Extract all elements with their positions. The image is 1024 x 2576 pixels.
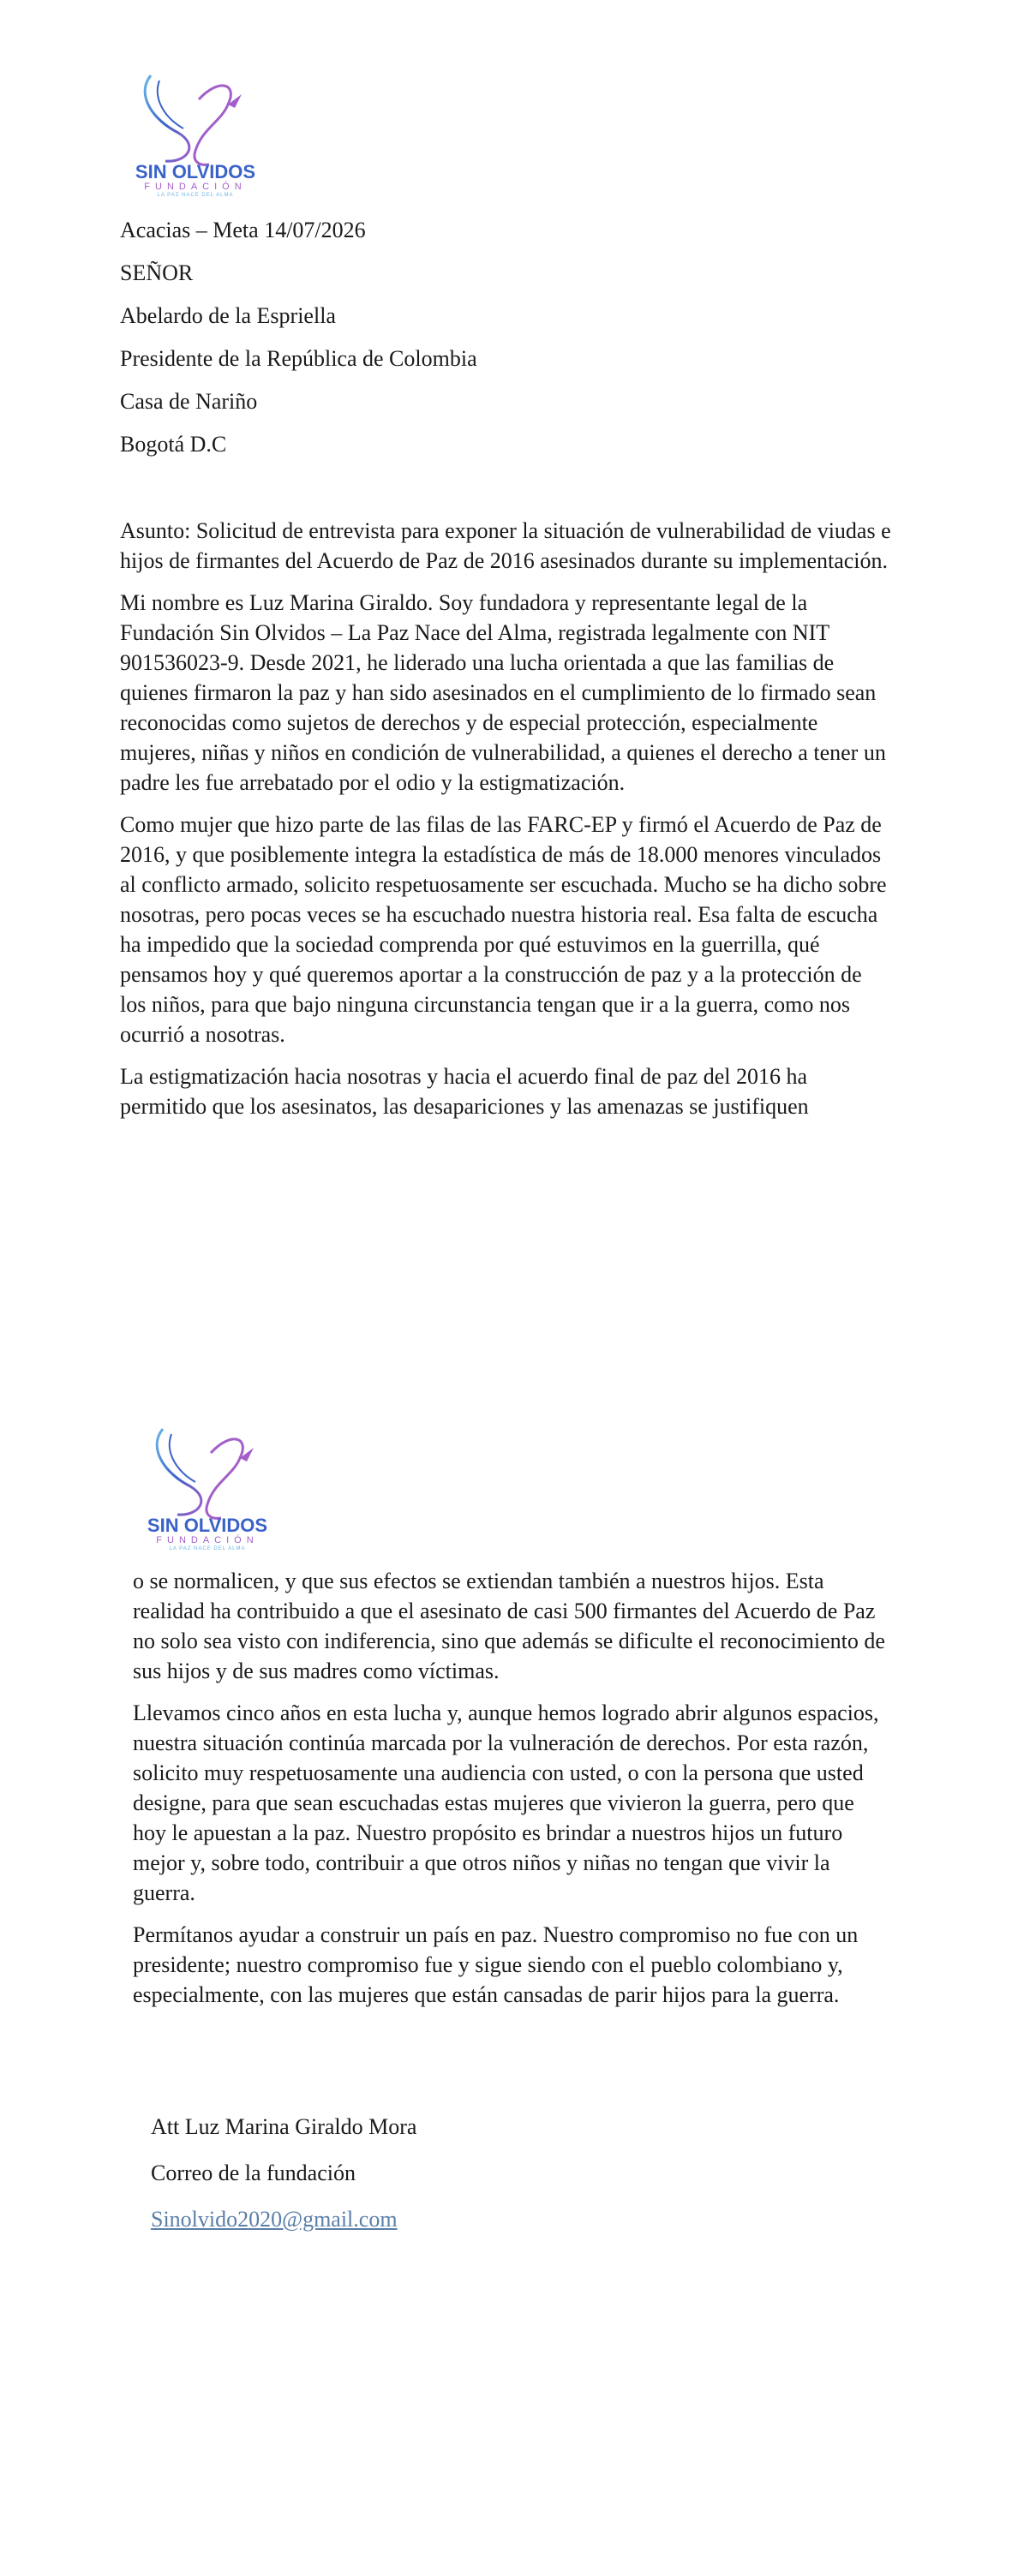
logo-tagline: LA PAZ NACE DEL ALMA bbox=[169, 1546, 246, 1551]
letter-body-page-2 bbox=[133, 1566, 887, 2022]
signature-block bbox=[151, 2104, 416, 2243]
letter-header bbox=[120, 209, 891, 466]
recipient-title: Presidente de la República de Colombia bbox=[120, 346, 477, 371]
logo-tagline: LA PAZ NACE DEL ALMA bbox=[157, 193, 234, 197]
body-paragraph: Como mujer que hizo parte de las filas de las FARC-EP y firmó el Acuerdo de Paz de 2016, y que posiblemente integra la estadística de más de 18.000 menores vinculados al conflicto armado, solicito respetuosamente ser escuchada. Mucho se ha dicho sobre nosotras, pero pocas veces se ha escuchado nuestra historia real. Esa falta de escucha ha impedido que la sociedad comprenda por qué estuvimos en la guerrilla, qué pensamos hoy y qué queremos aportar a la construcción de paz y a la protección de los niños, para que bajo ninguna circunstancia tengan que ir a la guerra, como nos ocurrió a nosotras. bbox=[120, 812, 887, 1047]
body-paragraph: o se normalicen, y que sus efectos se extiendan también a nuestros hijos. Esta realidad ha contribuido a que el asesinato de casi 500 firmantes del Acuerdo de Paz no solo sea visto con indiferencia, sino que además se dificulte el reconocimiento de sus hijos y de sus madres como víctimas. bbox=[133, 1569, 885, 1683]
dove-icon bbox=[145, 75, 189, 161]
body-paragraph: Llevamos cinco años en esta lucha y, aunque hemos logrado abrir algunos espacios, nuestra situación continúa marcada por la vulneración de derechos. Por esta razón, solicito muy respetuosamente una audiencia con usted, o con la persona que usted designe, para que sean escuchadas estas mujeres que vivieron la guerra, pero que hoy le apuestan a la paz. Nuestro propósito es brindar a nuestros hijos un futuro mejor y, sobre todo, contribuir a que otros niños y niñas no tengan que vivir la guerra. bbox=[133, 1700, 879, 1905]
recipient-office: Casa de Nariño bbox=[120, 389, 258, 414]
dove-icon bbox=[157, 1429, 201, 1515]
subject-paragraph: Asunto: Solicitud de entrevista para exponer la situación de vulnerabilidad de viudas e hijos de firmantes del Acuerdo de Paz de 2016 asesinados durante su implementación. bbox=[120, 518, 891, 573]
foundation-logo bbox=[127, 69, 264, 197]
body-paragraph: La estigmatización hacia nosotras y hacia el acuerdo final de paz del 2016 ha permitido que los asesinatos, las desapariciones y las amenazas se justifiquen bbox=[120, 1064, 809, 1119]
logo-name: SIN OLVIDOS bbox=[147, 1515, 268, 1536]
letter-body-page-1 bbox=[120, 516, 891, 1133]
recipient-name: Abelardo de la Espriella bbox=[120, 303, 336, 328]
email-label: Correo de la fundación bbox=[151, 2161, 356, 2185]
body-paragraph: Permítanos ayudar a construir un país en paz. Nuestro compromiso no fue con un presidente; nuestro compromiso fue y sigue siendo con el pueblo colombiano y, especialmente, con las mujeres que están cansadas de parir hijos para la guerra. bbox=[133, 1922, 859, 2007]
foundation-logo bbox=[139, 1422, 276, 1551]
recipient-city: Bogotá D.C bbox=[120, 432, 227, 457]
body-paragraph: Mi nombre es Luz Marina Giraldo. Soy fundadora y representante legal de la Fundación Sin Olvidos – La Paz Nace del Alma, registrada legalmente con NIT 901536023-9. Desde 2021, he liderado una lucha orientada a que las familias de quienes firmaron la paz y han sido asesinados en el cumplimiento de lo firmado sean reconocidas como sujetos de derechos y de especial protección, especialmente mujeres, niñas y niños en condición de vulnerabilidad, a quienes el derecho a tener un padre les fue arrebatado por el odio y la estigmatización. bbox=[120, 590, 886, 795]
letter-page-2 bbox=[0, 1354, 1024, 2576]
logo-subtitle: FUNDACIÓN bbox=[144, 182, 247, 192]
email-address[interactable]: Sinolvido2020@gmail.com bbox=[151, 2207, 398, 2232]
email-link[interactable] bbox=[151, 2196, 416, 2243]
signed-by: Att Luz Marina Giraldo Mora bbox=[151, 2114, 417, 2139]
logo-name: SIN OLVIDOS bbox=[135, 161, 256, 182]
logo-subtitle: FUNDACIÓN bbox=[156, 1535, 259, 1545]
salutation: SEÑOR bbox=[120, 260, 194, 285]
place-date: Acacias – Meta 14/07/2026 bbox=[120, 218, 366, 242]
